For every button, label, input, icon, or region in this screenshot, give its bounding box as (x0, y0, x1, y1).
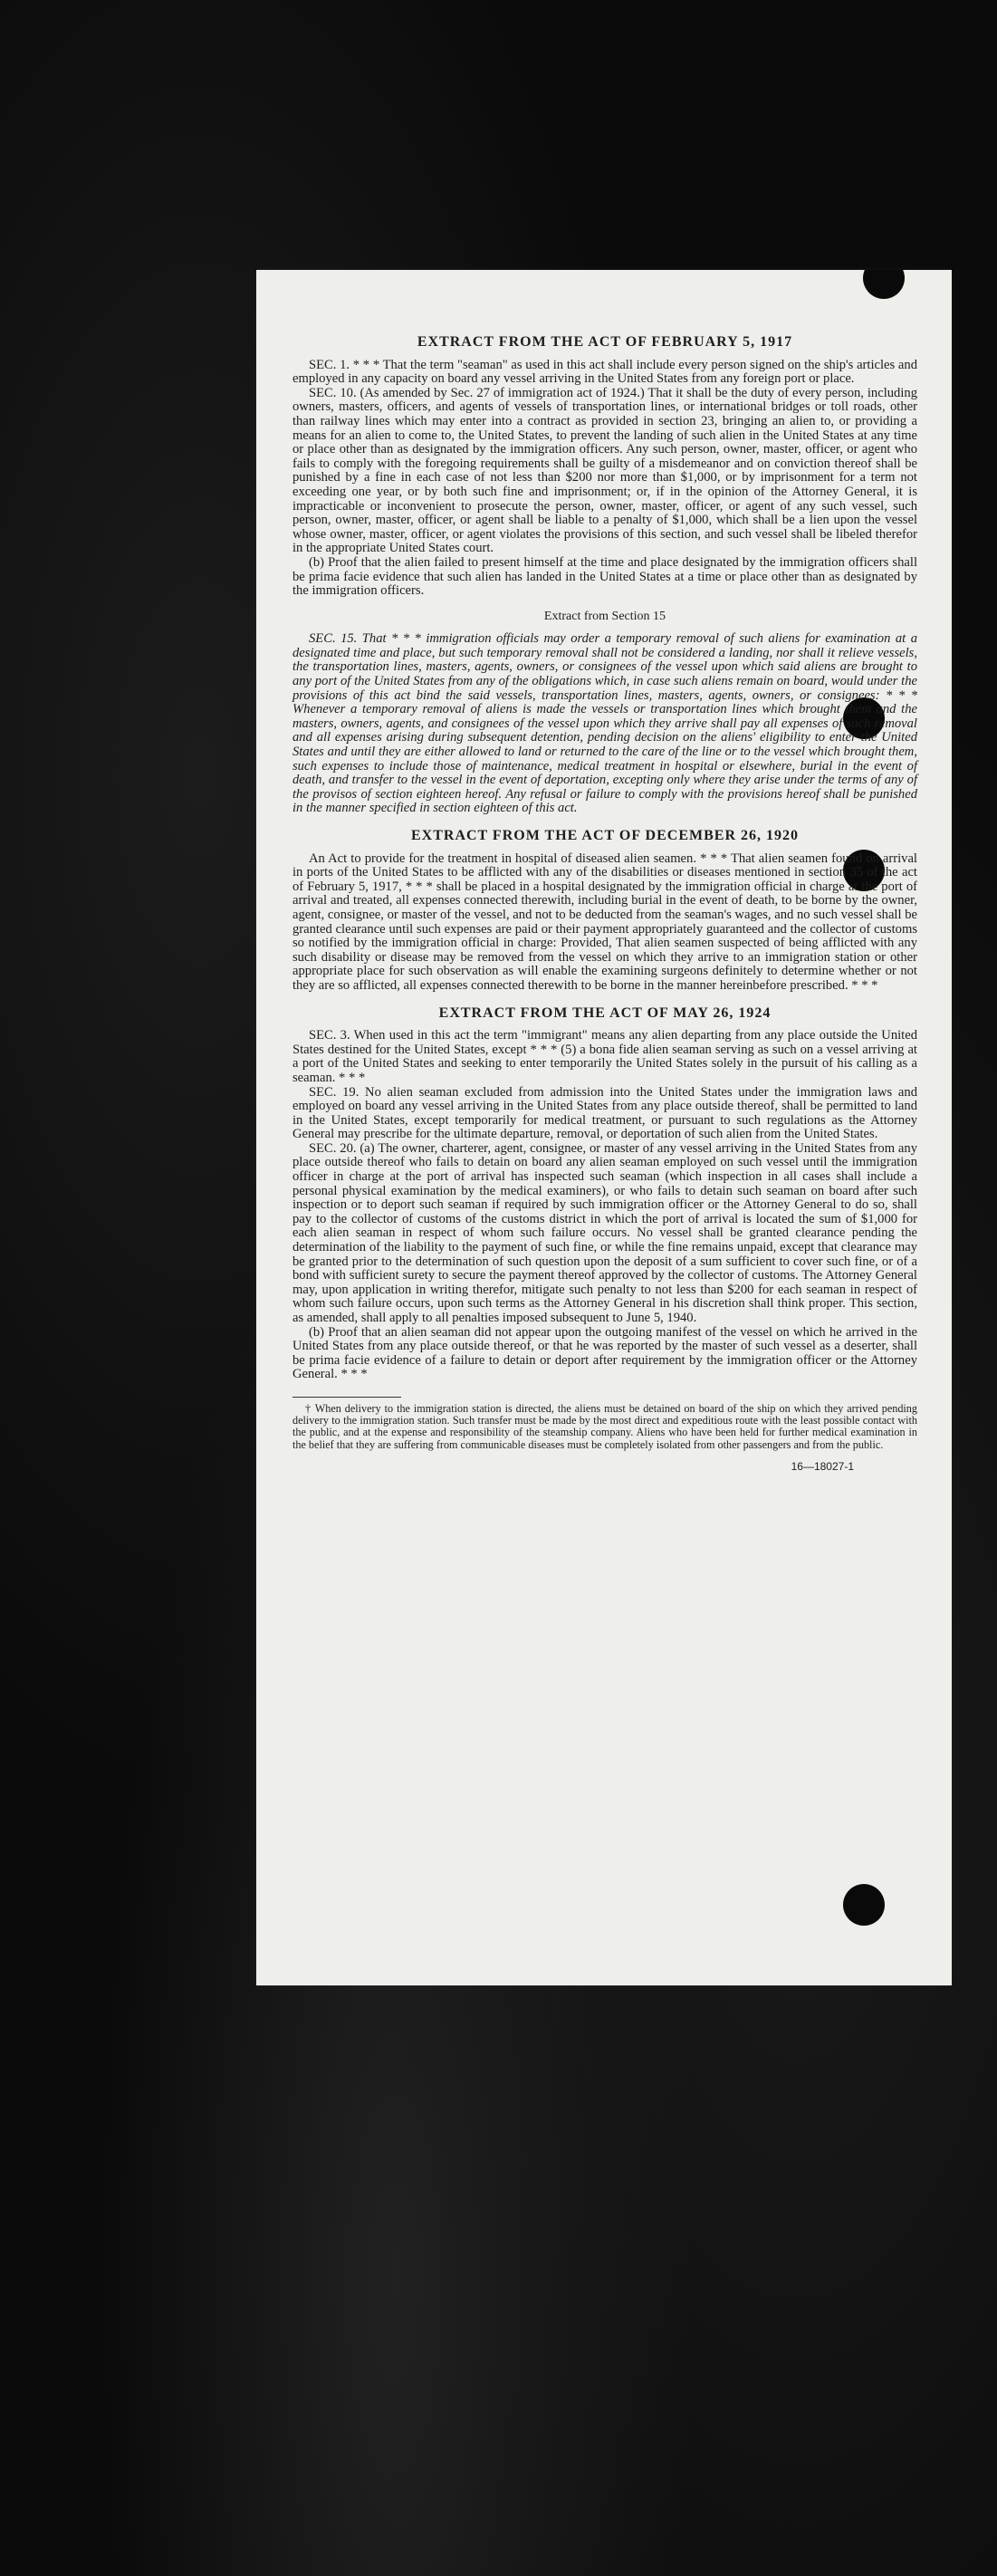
form-number: 16—18027-1 (791, 1459, 854, 1473)
para-1924-sec3: SEC. 3. When used in this act the term "immigrant" means any alien departing from any place outside the United States destined for the United States, except * * * (5) a bona fide alien seaman serving as such on a vessel arriving at a port of the United States and seeking to enter temporarily the United States solely in the pursuit of his calling as a seaman. * * * (292, 1028, 917, 1085)
heading-section-15: Extract from Section 15 (543, 609, 666, 623)
para-1924-sec20b: (b) Proof that an alien seaman did not appear upon the outgoing manifest of the vessel on which he arrived in the United States from any place outside thereof, or that he was reported by the master of such vessel as a deserter, shall be prima facie evidence of a failure to detain or deport after requirement by the immigration officer or the Attorney General. * * * (292, 1324, 917, 1382)
heading-act-1917: EXTRACT FROM THE ACT OF FEBRUARY 5, 1917 (417, 334, 793, 350)
footnote: † When delivery to the immigration station is directed, the aliens must be detained on board of the ship on which they arrived pending delivery to the immigration station. Such transfer must be made by the most direct and expeditious route with the least possible contact with the public, and at the expense and responsibility of the steamship company. Aliens who have been held for further medical examination in the belief that they are suffering from communicable diseases must be completely isolated from other passengers and from the public. (292, 1401, 917, 1451)
para-1917-sec1: SEC. 1. * * * That the term "seaman" as used in this act shall include every person signed on the ship's articles and employed in any capacity on board any vessel arriving in the United States from any foreign port or place. (292, 357, 917, 387)
footnote-rule (292, 1397, 401, 1398)
para-1917-sec10b: (b) Proof that the alien failed to present himself at the time and place designated by the immigration officers shall be prima facie evidence that such alien has landed in the United States at a time or place other than as designated by the immigration officers. (292, 554, 917, 599)
punch-hole-top (863, 270, 905, 299)
document-page (256, 270, 952, 1985)
heading-act-1924: EXTRACT FROM THE ACT OF MAY 26, 1924 (438, 1004, 772, 1021)
para-1920: An Act to provide for the treatment in hospital of diseased alien seamen. * * * That alien seamen found on arrival in ports of the United States to be afflicted with any of the disabilities or diseases mentioned in section 35 of the act of February 5, 1917, * * * shall be placed in a hospital designated by the immigration official in charge at the port of arrival and treated, all expenses connected therewith, including burial in the event of death, to be borne by the owner, agent, consignee, or master of the vessel, and not to be deducted from the seaman's wages, and no such vessel shall be granted clearance until such expenses are paid or their payment appropriately guaranteed and the collector of customs so notified by the immigration official in charge: Provided, That alien seamen suspected of being afflicted with any such disability or disease may be removed from the vessel on which they arrive to an immigration station or other appropriate place for such observation as will enable the examining surgeons definitely to determine whether or not they are so afflicted, all expenses connected therewith to be borne in the manner hereinbefore prescribed. * * * (292, 851, 917, 993)
document-body (292, 335, 917, 1474)
para-1924-sec20a: SEC. 20. (a) The owner, charterer, agent, consignee, or master of any vessel arriving in the United States from any place outside thereof who fails to detain on board any alien seaman employed on such vessel until the immigration officer in charge at the port of arrival has inspected such seaman (which inspection in all cases shall include a personal physical examination by the medical examiners), or who fails to detain such seaman on board after such inspection or to deport such seaman if required by such immigration officer or the Attorney General to do so, shall pay to the collector of customs of the customs district in which the port of arrival is located the sum of $1,000 for each alien seaman in respect of whom such failure occurs. No vessel shall be granted clearance pending the determination of the liability to the payment of such fine, or while the fine remains unpaid, except that clearance may be granted prior to the determination of such question upon the deposit of a sum sufficient to cover such fine, or of a bond with sufficient surety to secure the payment thereof approved by the collector of customs. The Attorney General may, upon application in writing therefor, mitigate such penalty to not less than $200 for each seaman in respect of whom such failure occurs, upon such terms as the Attorney General in his discretion shall think proper. This section, as amended, shall apply to all penalties imposed subsequent to June 5, 1940. (292, 1140, 917, 1325)
punch-hole-3 (843, 1884, 885, 1926)
heading-act-1920: EXTRACT FROM THE ACT OF DECEMBER 26, 1920 (410, 828, 799, 843)
para-1917-sec10: SEC. 10. (As amended by Sec. 27 of immigration act of 1924.) That it shall be the duty of every person, including owners, masters, officers, and agents of vessels of transportation lines, or international bridges or toll roads, other than railway lines which may enter into a contract as provided in section 23, bringing an alien to, or providing a means for an alien to come to, the United States, to prevent the landing of such alien in the United States at any time or place other than as designated by the immigration officers. Any such person, owner, master, officer, or agent who fails to comply with the foregoing requirements shall be guilty of a misdemeanor and on conviction thereof shall be punished by a fine in each case of not less than $200 nor more than $1,000, or by imprisonment for a term not exceeding one year, or by both such fine and imprisonment; or, if in the opinion of the Attorney General, it is impracticable or inconvenient to prosecute the person, owner, master, officer, or agent of any such vessel, such person, owner, master, officer, or agent shall be liable to a penalty of $1,000, which shall be a lien upon the vessel whose owner, master, officer, or agent violates the provisions of this section, and such vessel shall be libeled therefor in the appropriate United States court. (292, 385, 917, 556)
para-1924-sec19: SEC. 19. No alien seaman excluded from admission into the United States under the immigration laws and employed on board any vessel arriving in the United States from any place outside thereof, shall be permitted to land in the United States, except temporarily for medical treatment, or pursuant to such regulations as the Attorney General may prescribe for the ultimate departure, removal, or deportation of such alien from the United States. (292, 1084, 917, 1142)
para-sec15: SEC. 15. That * * * immigration officials may order a temporary removal of such aliens for examination at a designated time and place, but such temporary removal shall not be considered a landing, nor shall it relieve vessels, the transportation lines, masters, agents, owners, or consignees of the vessel upon which said aliens are brought to any port of the United States from any of the obligations which, in case such aliens remain on board, would under the provisions of this act bind the said vessels, transportation lines, masters, agents, owners, or consignees: * * * Whenever a temporary removal of aliens is made the vessels or transportation lines which brought them and the masters, owners, agents, and consignees of the vessel upon which they arrive shall pay all expenses of such removal and all expenses arising during subsequent detention, pending decision on the aliens' eligibility to enter the United States and until they are either allowed to land or returned to the care of the line or to the vessel which brought them, such expenses to include those of maintenance, medical treatment in hospital or elsewhere, burial in the event of death, and transfer to the vessel in the event of deportation, excepting only where they arise under the terms of any of the provisos of section eighteen hereof. Any refusal or failure to comply with the provisions hereof shall be punished in the manner specified in section eighteen of this act. (292, 631, 917, 816)
